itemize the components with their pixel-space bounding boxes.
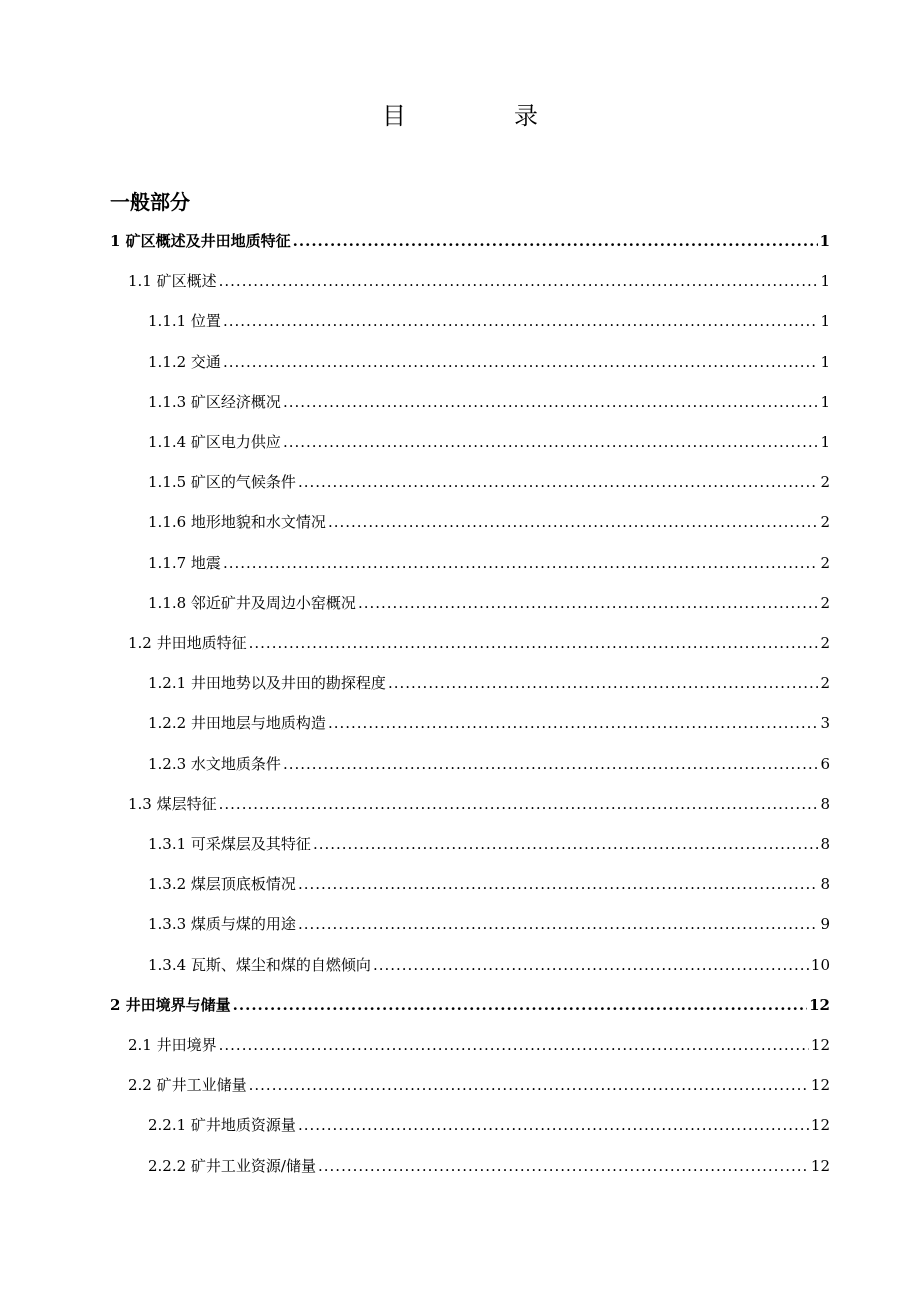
toc-entry-label: 1.2.2 井田地层与地质构造 bbox=[148, 714, 326, 733]
toc-entry-label: 1.2.3 水文地质条件 bbox=[148, 754, 281, 773]
toc-dot-leader bbox=[283, 753, 819, 775]
toc-entry-label: 1.1.7 地震 bbox=[148, 553, 221, 572]
toc-entry[interactable] bbox=[148, 873, 830, 895]
toc-dot-leader bbox=[223, 310, 819, 332]
toc-entry[interactable] bbox=[148, 310, 830, 332]
toc-entry-label: 1.2.1 井田地势以及井田的勘探程度 bbox=[148, 674, 386, 693]
toc-page-number: 8 bbox=[820, 794, 830, 813]
toc-entry[interactable] bbox=[148, 712, 830, 734]
toc-entry[interactable] bbox=[148, 552, 830, 574]
toc-page-number: 2 bbox=[820, 674, 830, 693]
toc-page-number: 6 bbox=[820, 754, 830, 773]
toc-dot-leader bbox=[358, 592, 819, 614]
toc-entry-label: 1.3.3 煤质与煤的用途 bbox=[148, 915, 296, 934]
toc-entry[interactable] bbox=[148, 431, 830, 453]
toc-dot-leader bbox=[283, 391, 819, 413]
toc-page-number: 12 bbox=[809, 995, 830, 1014]
toc-entry[interactable] bbox=[148, 592, 830, 614]
toc-dot-leader bbox=[298, 873, 819, 895]
toc-entry-label: 1.2 井田地质特征 bbox=[128, 634, 247, 652]
toc-page-number: 1 bbox=[820, 433, 830, 451]
toc-entry[interactable] bbox=[148, 753, 830, 775]
toc-page-number: 10 bbox=[810, 955, 830, 974]
toc-page-number: 1 bbox=[820, 272, 830, 291]
toc-page-number: 8 bbox=[820, 835, 830, 853]
toc-page-number: 1 bbox=[820, 392, 830, 411]
toc-dot-leader bbox=[219, 793, 819, 815]
toc-page-number: 1 bbox=[820, 352, 830, 371]
toc-entry[interactable] bbox=[148, 351, 830, 373]
toc-entry[interactable] bbox=[148, 471, 830, 493]
toc-page-number: 8 bbox=[820, 875, 830, 894]
toc-dot-leader bbox=[388, 672, 819, 694]
toc-dot-leader bbox=[318, 1155, 809, 1177]
toc-dot-leader bbox=[249, 1074, 809, 1096]
section-heading: 一般部分 bbox=[110, 190, 190, 214]
toc-page-number: 2 bbox=[820, 473, 830, 492]
toc-dot-leader bbox=[223, 552, 819, 574]
toc-entry-label: 1.3 煤层特征 bbox=[128, 794, 217, 813]
toc-entry[interactable] bbox=[128, 793, 830, 815]
toc-page-number: 1 bbox=[819, 232, 830, 250]
toc-entry-label: 1.3.4 瓦斯、煤尘和煤的自燃倾向 bbox=[148, 955, 371, 974]
toc-entry[interactable] bbox=[148, 672, 830, 694]
toc-entry[interactable] bbox=[148, 391, 830, 413]
toc-page-number: 12 bbox=[810, 1076, 830, 1095]
toc-dot-leader bbox=[233, 994, 807, 1016]
toc-entry-label: 2.2.2 矿井工业资源/储量 bbox=[148, 1156, 316, 1175]
toc-page-number: 2 bbox=[820, 593, 830, 612]
toc-entry[interactable] bbox=[128, 270, 830, 292]
toc-entry-label: 1.3.1 可采煤层及其特征 bbox=[148, 835, 311, 853]
toc-dot-leader bbox=[293, 230, 818, 252]
toc-entry[interactable] bbox=[148, 511, 830, 533]
toc-page-number: 9 bbox=[820, 915, 830, 934]
toc-entry[interactable] bbox=[128, 1074, 830, 1096]
toc-entry[interactable] bbox=[148, 954, 830, 976]
toc-dot-leader bbox=[249, 632, 819, 654]
toc-dot-leader bbox=[298, 471, 819, 493]
toc-page-number: 2 bbox=[820, 634, 830, 652]
toc-entry-label: 1.3.2 煤层顶底板情况 bbox=[148, 875, 296, 894]
toc-dot-leader bbox=[328, 712, 819, 734]
toc-entry-label: 1.1 矿区概述 bbox=[128, 272, 217, 291]
toc-entry[interactable] bbox=[148, 1155, 830, 1177]
toc-entry[interactable] bbox=[110, 230, 830, 252]
toc-entry[interactable] bbox=[128, 1034, 830, 1056]
toc-entry-label: 1.1.5 矿区的气候条件 bbox=[148, 473, 296, 492]
toc-entry-label: 1.1.4 矿区电力供应 bbox=[148, 433, 281, 451]
toc-dot-leader bbox=[313, 833, 819, 855]
toc-dot-leader bbox=[219, 1034, 809, 1056]
page-title: 目 录 bbox=[382, 102, 580, 130]
toc-entry-label: 2.2.1 矿井地质资源量 bbox=[148, 1116, 296, 1135]
toc-page-number: 12 bbox=[810, 1156, 830, 1175]
toc-entry-label: 1.1.8 邻近矿井及周边小窑概况 bbox=[148, 593, 356, 612]
toc-entry-label: 2.2 矿井工业储量 bbox=[128, 1076, 247, 1095]
toc-page-number: 12 bbox=[810, 1036, 830, 1054]
toc-dot-leader bbox=[373, 954, 809, 976]
toc-entry[interactable] bbox=[148, 833, 830, 855]
toc-entry[interactable] bbox=[148, 1114, 830, 1136]
toc-page-number: 2 bbox=[820, 553, 830, 572]
toc-dot-leader bbox=[219, 270, 819, 292]
toc-entry-label: 2 井田境界与储量 bbox=[110, 995, 231, 1014]
toc-page-number: 12 bbox=[810, 1116, 830, 1135]
toc-dot-leader bbox=[328, 511, 819, 533]
toc-entry[interactable] bbox=[110, 994, 830, 1016]
toc-dot-leader bbox=[298, 1114, 809, 1136]
toc-page-number: 1 bbox=[820, 312, 830, 331]
toc-entry-label: 1.1.2 交通 bbox=[148, 352, 221, 371]
toc-page-number: 2 bbox=[820, 513, 830, 532]
toc-entry-label: 1.1.3 矿区经济概况 bbox=[148, 392, 281, 411]
toc-entry-label: 1.1.1 位置 bbox=[148, 312, 221, 331]
toc-dot-leader bbox=[298, 913, 819, 935]
toc-dot-leader bbox=[223, 351, 819, 373]
toc-entry-label: 1.1.6 地形地貌和水文情况 bbox=[148, 513, 326, 532]
toc-dot-leader bbox=[283, 431, 819, 453]
toc-entry-label: 1 矿区概述及井田地质特征 bbox=[110, 232, 291, 250]
toc-page-number: 3 bbox=[820, 714, 830, 733]
toc-entry-label: 2.1 井田境界 bbox=[128, 1036, 217, 1054]
toc-entry[interactable] bbox=[128, 632, 830, 654]
toc-entry[interactable] bbox=[148, 913, 830, 935]
